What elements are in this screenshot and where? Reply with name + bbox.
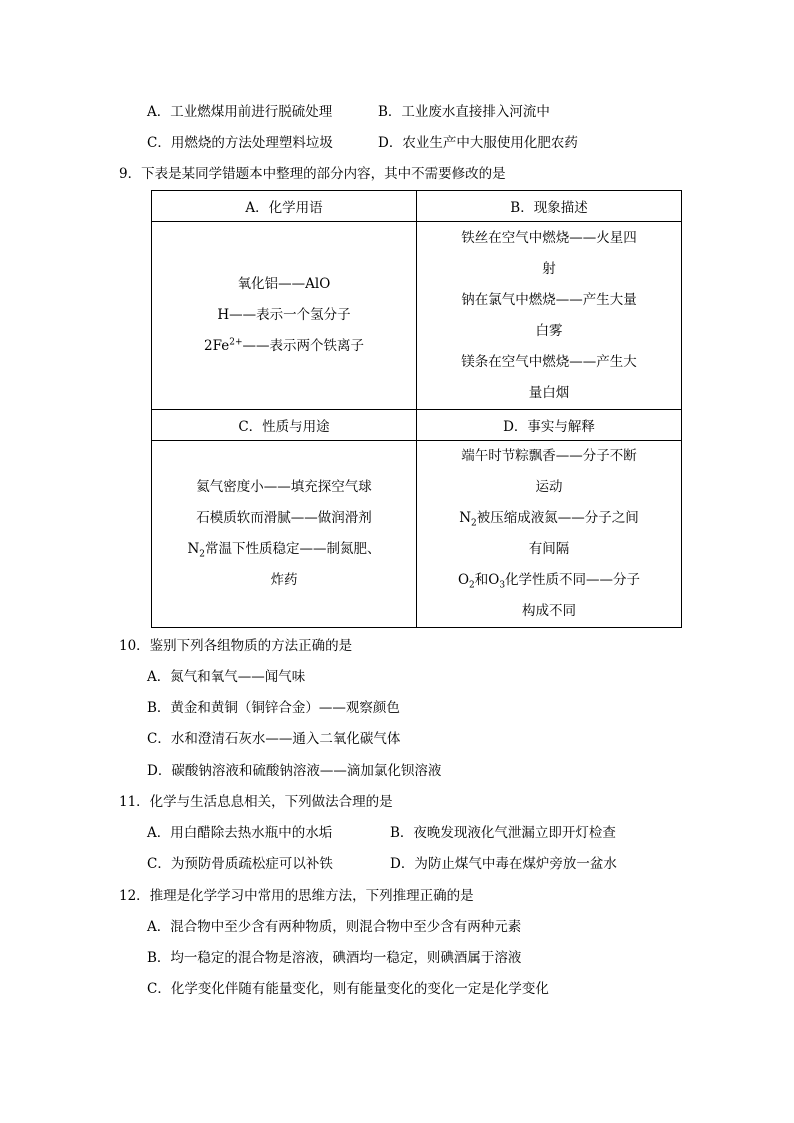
q9-b-line-4: 白雾 xyxy=(535,322,563,339)
q9-c-line-1: 氦气密度小——填充探空气球 xyxy=(196,479,372,495)
q9-c-line-4: 炸药 xyxy=(270,572,298,588)
q8-option-b: B．工业废水直接排入河流中 xyxy=(378,104,550,120)
q8-option-d: D．农业生产中大服使用化肥农药 xyxy=(378,135,578,151)
q9-stem: 9．下表是某同学错题本中整理的部分内容，其中不需要修改的是 xyxy=(119,166,506,182)
q10-option-b: B．黄金和黄铜（铜锌合金）——观察颜色 xyxy=(147,700,400,716)
q9-c-line-2: 石模质软而滑腻——做润滑剂 xyxy=(196,510,372,526)
q9-header-c: C．性质与用途 xyxy=(152,410,417,441)
q9-a-line-2: H——表示一个氢分子 xyxy=(217,307,351,323)
q11-option-c: C．为预防骨质疏松症可以补铁 xyxy=(147,856,333,872)
q9-cell-d xyxy=(417,441,682,628)
q10-stem: 10．鉴别下列各组物质的方法正确的是 xyxy=(119,638,353,654)
q9-cell-b xyxy=(417,222,682,410)
q9-c-line-3: $N_2$常温下性质稳定——制氮肥、 xyxy=(187,541,381,560)
q8-option-c: C．用燃烧的方法处理塑料垃圾 xyxy=(147,135,333,151)
q9-d-line-5: $O_2$和$O_3$化学性质不同——分子 xyxy=(457,572,641,591)
q11-option-a: A．用白醋除去热水瓶中的水垢 xyxy=(147,825,333,841)
q9-a-line-3: $2Fe^{2+}——$表示两个铁离子 xyxy=(204,337,364,354)
q9-a-line-1: 氧化铝——AlO xyxy=(237,276,331,292)
q9-cell-a xyxy=(152,222,417,410)
q10-option-a: A．氮气和氧气——闻气味 xyxy=(147,669,306,685)
q9-header-a: A．化学用语 xyxy=(152,191,417,222)
q8-option-a: A．工业燃煤用前进行脱硫处理 xyxy=(147,104,333,120)
q9-d-line-4: 有间隔 xyxy=(528,541,570,557)
q11-stem: 11．化学与生活息息相关，下列做法合理的是 xyxy=(119,794,393,810)
q11-option-b: B．夜晚发现液化气泄漏立即开灯检查 xyxy=(390,825,616,841)
q9-b-line-2: 射 xyxy=(542,260,556,277)
q9-table xyxy=(151,190,682,628)
q9-d-line-2: 运动 xyxy=(535,479,563,495)
q9-header-d: D．事实与解释 xyxy=(417,410,682,441)
q9-b-line-5: 镁条在空气中燃烧——产生大 xyxy=(461,353,637,370)
q12-option-c: C．化学变化伴随有能量变化，则有能量变化的变化一定是化学变化 xyxy=(147,981,549,997)
q12-stem: 12．推理是化学学习中常用的思维方法，下列推理正确的是 xyxy=(119,888,474,904)
q11-option-d: D．为防止煤气中毒在煤炉旁放一盆水 xyxy=(390,856,617,872)
q9-b-line-1: 铁丝在空气中燃烧——火星四 xyxy=(461,229,637,246)
q9-header-b: B．现象描述 xyxy=(417,191,682,222)
q9-d-line-1: 端午时节粽飘香——分子不断 xyxy=(461,448,637,464)
q10-option-c: C．水和澄清石灰水——通入二氧化碳气体 xyxy=(147,731,401,747)
q9-b-line-6: 量白烟 xyxy=(528,384,570,401)
q12-option-a: A．混合物中至少含有两种物质，则混合物中至少含有两种元素 xyxy=(147,919,522,935)
q12-option-b: B．均一稳定的混合物是溶液，碘酒均一稳定，则碘酒属于溶液 xyxy=(147,950,522,966)
q9-d-line-3: $N_2$被压缩成液氮——分子之间 xyxy=(459,510,639,529)
q9-b-line-3: 钠在氯气中燃烧——产生大量 xyxy=(461,291,637,308)
q9-d-line-6: 构成不同 xyxy=(522,603,576,619)
q9-cell-c xyxy=(152,441,417,628)
q10-option-d: D．碳酸钠溶液和硫酸钠溶液——滴加氯化钡溶液 xyxy=(147,763,442,779)
